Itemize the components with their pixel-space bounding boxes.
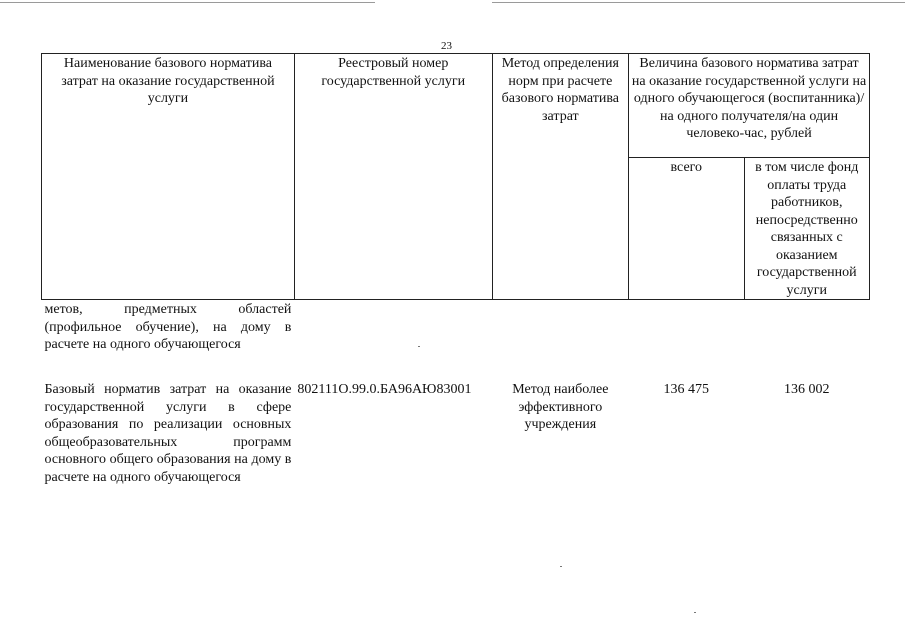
scan-speck <box>418 346 420 347</box>
header-wage: в том числе фонд оплаты труда работников, непосредственно связанных с оказанием государственной услуги <box>744 158 870 300</box>
row-method: Метод наиболее эффективного учреждения <box>512 382 609 432</box>
row-name: метов, предметных областей (профильное обучение), на дому в расчете на одного обучающегося <box>44 302 292 352</box>
row-total: 136 475 <box>663 382 710 397</box>
table-row <box>42 381 870 486</box>
row-registry <box>294 300 492 382</box>
header-method: Метод определения норм при расчете базового норматива затрат <box>492 54 628 300</box>
row-registry: 802111О.99.0.БА96АЮ83001 <box>297 382 472 397</box>
row-method <box>492 300 628 382</box>
header-row <box>42 54 870 158</box>
header-registry: Реестровый номер государственной услуги <box>294 54 492 300</box>
table-row <box>42 300 870 382</box>
page-number: 23 <box>441 40 452 52</box>
scan-edge-line-left <box>0 2 375 3</box>
row-wage: 136 002 <box>784 382 830 397</box>
header-total: всего <box>629 158 744 300</box>
row-total <box>629 300 744 382</box>
scan-edge-line-right <box>492 2 905 3</box>
row-wage <box>744 300 870 382</box>
norm-table <box>41 53 870 486</box>
header-name: Наименование базового норматива затрат на оказание государственной услуги <box>42 54 295 300</box>
row-name: Базовый норматив затрат на оказание государственной услуги в сфере образования по реализации основных общеобразовательных программ основного общего образования на дому в расчете на одного обучающегося <box>44 382 292 485</box>
scan-speck <box>694 612 696 613</box>
header-value: Величина базового норматива затрат на оказание государственной услуги на одного обучающегося (воспитанника)/на одного получателя/на один человеко-час, рублей <box>629 54 870 158</box>
scan-speck <box>560 566 562 567</box>
